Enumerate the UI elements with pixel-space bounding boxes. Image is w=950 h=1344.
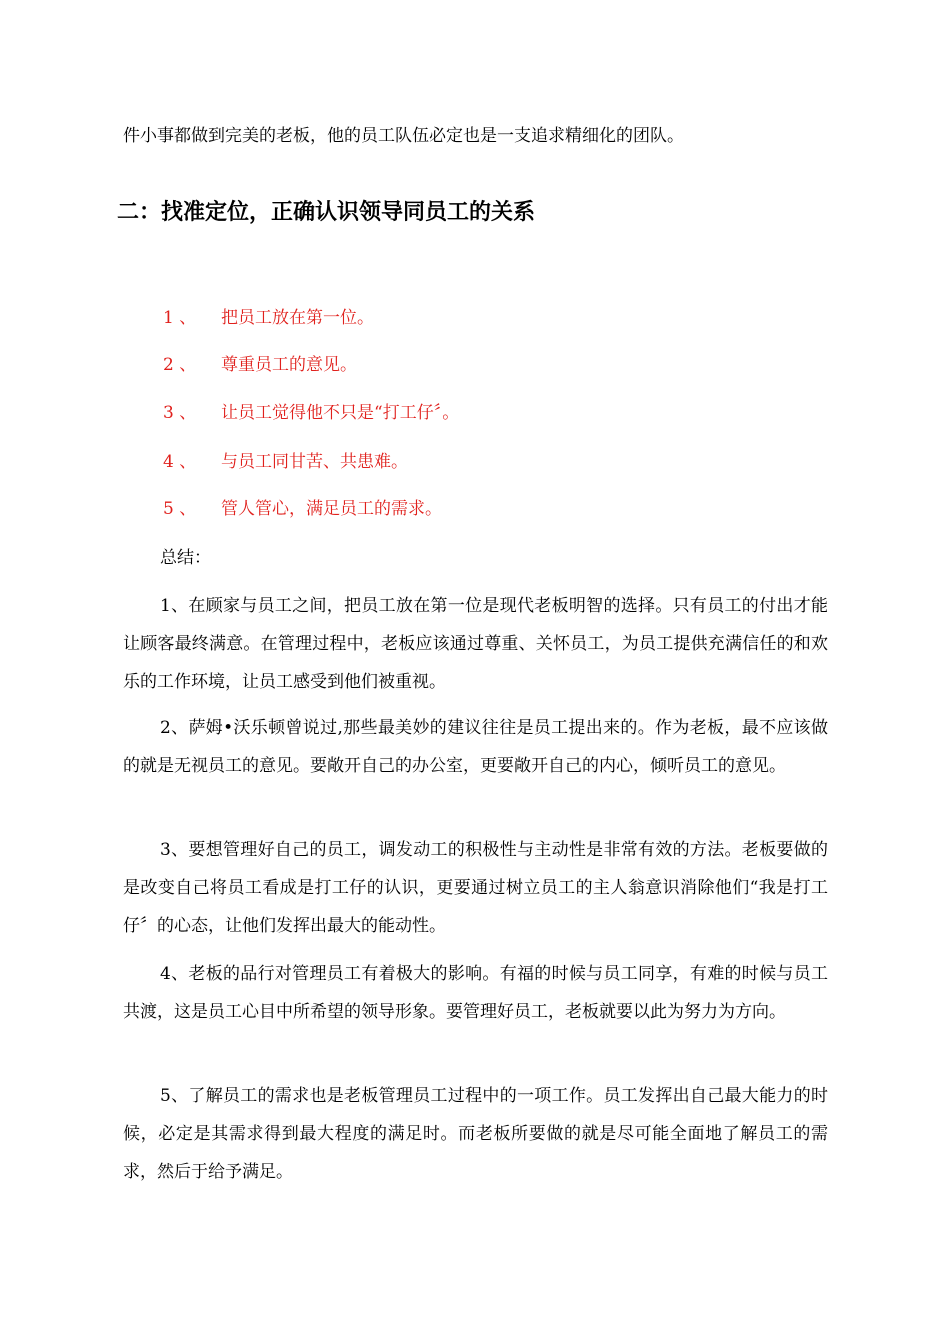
point-text: 与员工同甘苦、共患难。 [221, 452, 408, 472]
summary-paragraph: 1、在顾家与员工之间，把员工放在第一位是现代老板明智的选择。只有员工的付出才能让顾客最终满意。在管理过程中，老板应该通过尊重、关怀员工，为员工提供充满信任的和欢乐的工作环境，让员工感受到他们被重视。 [123, 596, 828, 692]
summary-paragraph: 2、萨姆•沃乐顿曾说过,那些最美妙的建议往往是员工提出来的。作为老板，最不应该做的就是无视员工的意见。要敞开自己的办公室，更要敞开自己的内心，倾听员工的意见。 [123, 718, 828, 776]
summary-paragraph: 5、了解员工的需求也是老板管理员工过程中的一项工作。员工发挥出自己最大能力的时候，必定是其需求得到最大程度的满足时。而老板所要做的就是尽可能全面地了解员工的需求，然后于给予满足。 [123, 1086, 828, 1182]
point-item [163, 497, 442, 521]
intro-line: 件小事都做到完美的老板，他的员工队伍必定也是一支追求精细化的团队。 [123, 126, 684, 146]
point-number: 1 、 [163, 308, 197, 328]
summary-label: 总结： [160, 548, 211, 568]
summary-paragraph: 4、老板的品行对管理员工有着极大的影响。有福的时候与员工同享，有难的时候与员工共渡，这是员工心目中所希望的领导形象。要管理好员工，老板就要以此为努力为方向。 [123, 964, 828, 1022]
point-item [163, 450, 408, 474]
point-text: 让员工觉得他不只是“打工仔〞。 [221, 403, 460, 423]
section-heading: 二：找准定位，正确认识领导同员工的关系 [117, 200, 536, 225]
point-number: 5 、 [163, 499, 197, 519]
point-text: 把员工放在第一位。 [221, 308, 374, 328]
point-text: 尊重员工的意见。 [221, 355, 357, 375]
point-number: 3 、 [163, 403, 197, 423]
summary-paragraph: 3、要想管理好自己的员工，调发动工的积极性与主动性是非常有效的方法。老板要做的是改变自己将员工看成是打工仔的认识，更要通过树立员工的主人翁意识消除他们“我是打工仔〞的心态，让他们发挥出最大的能动性。 [123, 840, 828, 936]
point-number: 4 、 [163, 452, 197, 472]
point-item [163, 306, 374, 330]
point-number: 2 、 [163, 355, 197, 375]
point-item [163, 401, 459, 425]
point-text: 管人管心，满足员工的需求。 [221, 499, 442, 519]
point-item [163, 353, 357, 377]
